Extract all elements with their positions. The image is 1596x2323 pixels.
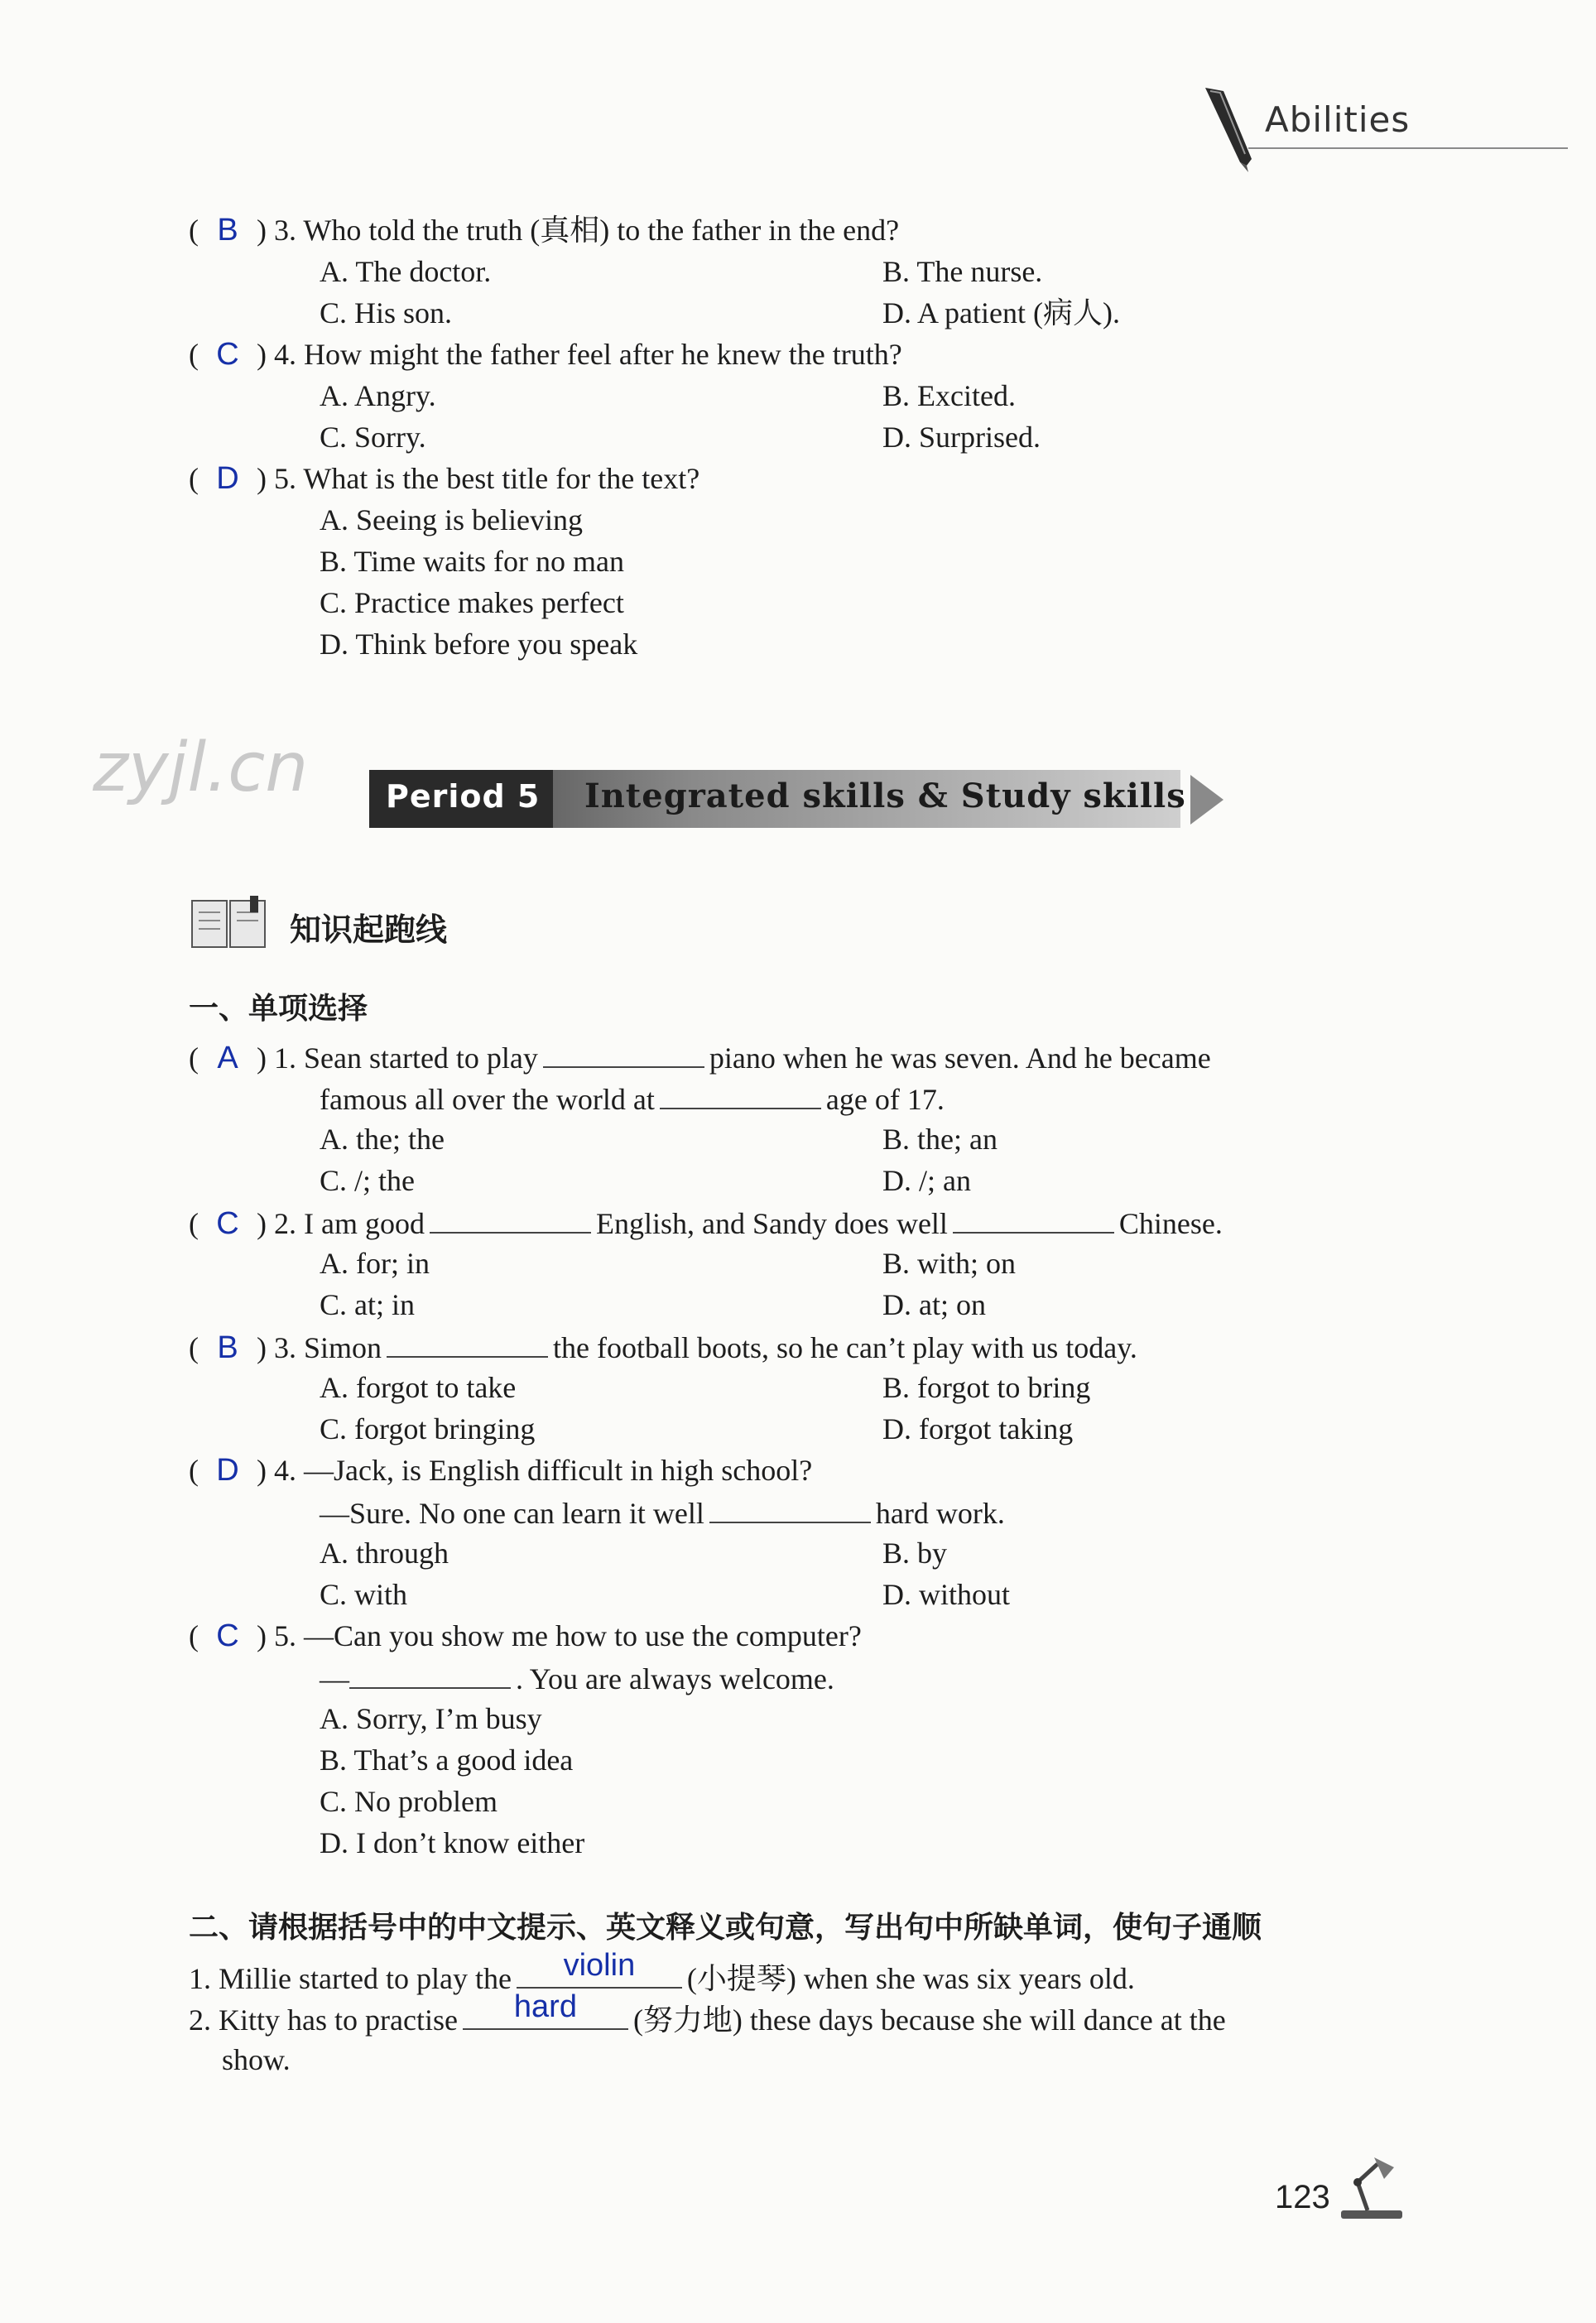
- option-c: C. with: [320, 1578, 408, 1611]
- option-c: C. at; in: [320, 1288, 415, 1321]
- section2-sentence-1: [189, 1948, 1135, 1997]
- filled-blank: [517, 1948, 682, 1989]
- option-a: A. Sorry, I’m busy: [320, 1702, 542, 1735]
- question-stem: ) 3. Who told the truth (真相) to the father in the end?: [257, 214, 900, 247]
- option-b: B. Excited.: [882, 379, 1016, 412]
- answer-mark: B: [217, 1330, 238, 1365]
- answer-blank: [709, 1493, 871, 1523]
- option-a: A. the; the: [320, 1123, 445, 1156]
- question-text: piano when he was seven. And he became: [709, 1041, 1211, 1075]
- question-text: . You are always welcome.: [516, 1662, 834, 1695]
- option-b: B. That’s a good idea: [320, 1743, 574, 1777]
- option-d: D. forgot taking: [882, 1412, 1074, 1445]
- book-icon: [189, 896, 268, 954]
- option-d: D. /; an: [882, 1164, 971, 1197]
- option-c: C. forgot bringing: [320, 1412, 536, 1445]
- option-c: C. Sorry.: [320, 421, 426, 454]
- answer-mark: D: [216, 1453, 239, 1488]
- option-c: C. Practice makes perfect: [320, 586, 624, 619]
- watermark: zyjl.cn: [93, 729, 309, 807]
- filled-answer: violin: [563, 1948, 636, 1983]
- answer-blank: [349, 1659, 511, 1689]
- option-d: D. at; on: [882, 1288, 986, 1321]
- sentence-text: (小提琴) when she was six years old.: [686, 1962, 1135, 1995]
- section1-heading: 一、单项选择: [189, 992, 368, 1026]
- answer-mark: C: [216, 1618, 239, 1653]
- option-a: A. Seeing is believing: [320, 503, 583, 536]
- option-d: D. Surprised.: [882, 421, 1041, 454]
- option-c: C. His son.: [320, 296, 453, 329]
- question-text: ) 1. Sean started to play: [257, 1041, 538, 1075]
- answer-blank: [543, 1038, 704, 1068]
- sentence-text: 1. Millie started to play the: [189, 1962, 512, 1995]
- lamp-icon: [1334, 2149, 1409, 2224]
- question-stem: ) 4. How might the father feel after he knew the truth?: [257, 338, 902, 371]
- question-text: hard work.: [875, 1497, 1005, 1530]
- answer-mark: D: [216, 461, 239, 496]
- period-title: Integrated skills & Study skills: [584, 777, 1186, 815]
- answer-blank: [387, 1328, 548, 1358]
- option-c: C. No problem: [320, 1785, 498, 1818]
- period-label: Period 5: [386, 778, 541, 815]
- answer-mark: B: [217, 213, 238, 248]
- sentence-text: (努力地) these days because she will dance at the: [632, 2003, 1226, 2037]
- question-text: famous all over the world at: [320, 1083, 655, 1116]
- question-text: age of 17.: [825, 1083, 945, 1116]
- option-d: D. A patient (病人).: [882, 296, 1120, 329]
- arrow-right-icon: [1190, 775, 1223, 825]
- question-text: the football boots, so he can’t play with us today.: [553, 1331, 1137, 1364]
- knowledge-heading: 知识起跑线: [290, 911, 448, 948]
- question-text: ) 5. —Can you show me how to use the computer?: [257, 1619, 862, 1652]
- option-b: B. with; on: [882, 1247, 1017, 1280]
- option-d: D. without: [882, 1578, 1011, 1611]
- option-d: D. I don’t know either: [320, 1826, 585, 1859]
- section2-heading: 二、请根据括号中的中文提示、英文释义或句意，写出句中所缺单词，使句子通顺: [189, 1911, 1262, 1945]
- question-text: —Sure. No one can learn it well: [320, 1497, 704, 1530]
- option-d: D. Think before you speak: [320, 628, 638, 661]
- option-b: B. Time waits for no man: [320, 545, 625, 578]
- page-number: 123: [1275, 2179, 1330, 2215]
- option-b: B. forgot to bring: [882, 1371, 1091, 1404]
- question-text: ) 3. Simon: [257, 1331, 382, 1364]
- question-text: ) 2. I am good: [257, 1207, 425, 1240]
- question-text: —: [320, 1662, 349, 1695]
- option-a: A. for; in: [320, 1247, 430, 1280]
- option-b: B. The nurse.: [882, 255, 1043, 288]
- question-stem: ) 5. What is the best title for the text?: [257, 462, 700, 495]
- question-text: Chinese.: [1118, 1207, 1223, 1240]
- answer-blank: [430, 1204, 591, 1234]
- section2-sentence-2: [189, 1989, 1226, 2038]
- option-a: A. The doctor.: [320, 255, 492, 288]
- header-title: Abilities: [1265, 99, 1411, 140]
- answer-mark: A: [217, 1041, 238, 1075]
- header-rule: [1248, 147, 1568, 149]
- option-c: C. /; the: [320, 1164, 415, 1197]
- answer-blank: [660, 1080, 821, 1109]
- question-text: English, and Sandy does well: [595, 1207, 948, 1240]
- option-a: A. through: [320, 1537, 449, 1570]
- answer-mark: C: [216, 337, 239, 372]
- pen-icon: [1199, 83, 1265, 174]
- answer-blank: [953, 1204, 1114, 1234]
- section2-sentence-2-cont: show.: [222, 2043, 291, 2076]
- answer-mark: C: [216, 1206, 239, 1241]
- filled-answer: hard: [513, 1989, 577, 2024]
- option-a: A. forgot to take: [320, 1371, 517, 1404]
- filled-blank: [463, 1989, 628, 2030]
- sentence-text: 2. Kitty has to practise: [189, 2003, 458, 2037]
- option-b: B. by: [882, 1537, 948, 1570]
- question-text: ) 4. —Jack, is English difficult in high school?: [257, 1454, 813, 1487]
- option-b: B. the; an: [882, 1123, 997, 1156]
- option-a: A. Angry.: [320, 379, 436, 412]
